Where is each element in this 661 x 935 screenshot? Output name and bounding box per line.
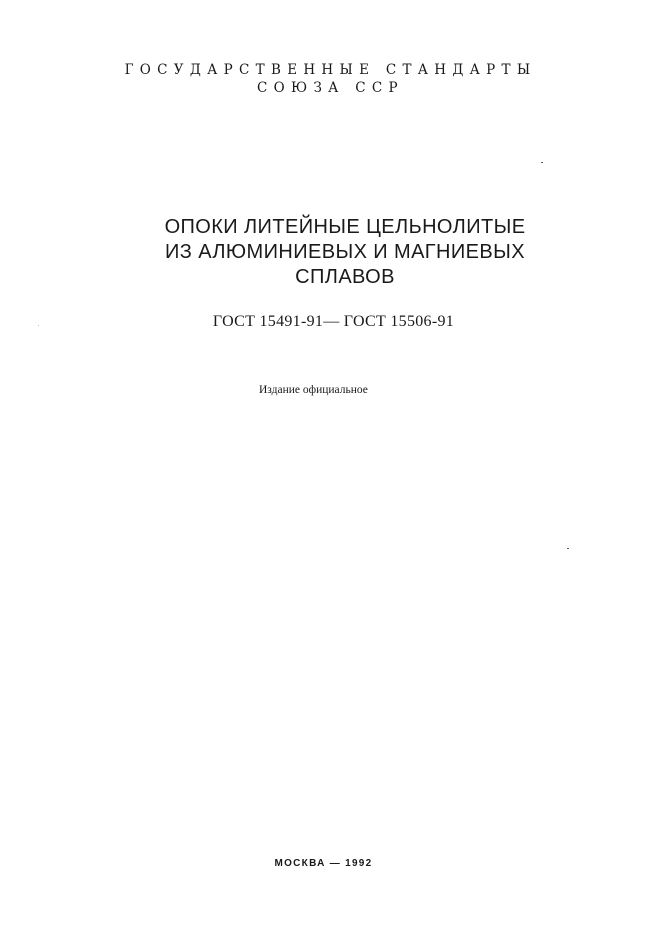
document-title-line-2: ИЗ АЛЮМИНИЕВЫХ И МАГНИЕВЫХ [165,241,525,263]
document-title-line-3: СПЛАВОВ [295,266,395,288]
document-title-line-1: ОПОКИ ЛИТЕЙНЫЕ ЦЕЛЬНОЛИТЫЕ [164,216,526,238]
series-heading: ГОСУДАРСТВЕННЫЕ СТАНДАРТЫ [124,62,537,78]
edition-note: Издание официальное [259,384,368,396]
standard-number-range: ГОСТ 15491-91— ГОСТ 15506-91 [212,313,455,330]
publication-place-year: МОСКВА — 1992 [274,858,373,869]
series-subheading: СОЮЗА ССР [257,80,404,96]
scan-speck [541,162,543,163]
scan-speck [38,325,39,326]
scan-speck [567,548,569,549]
